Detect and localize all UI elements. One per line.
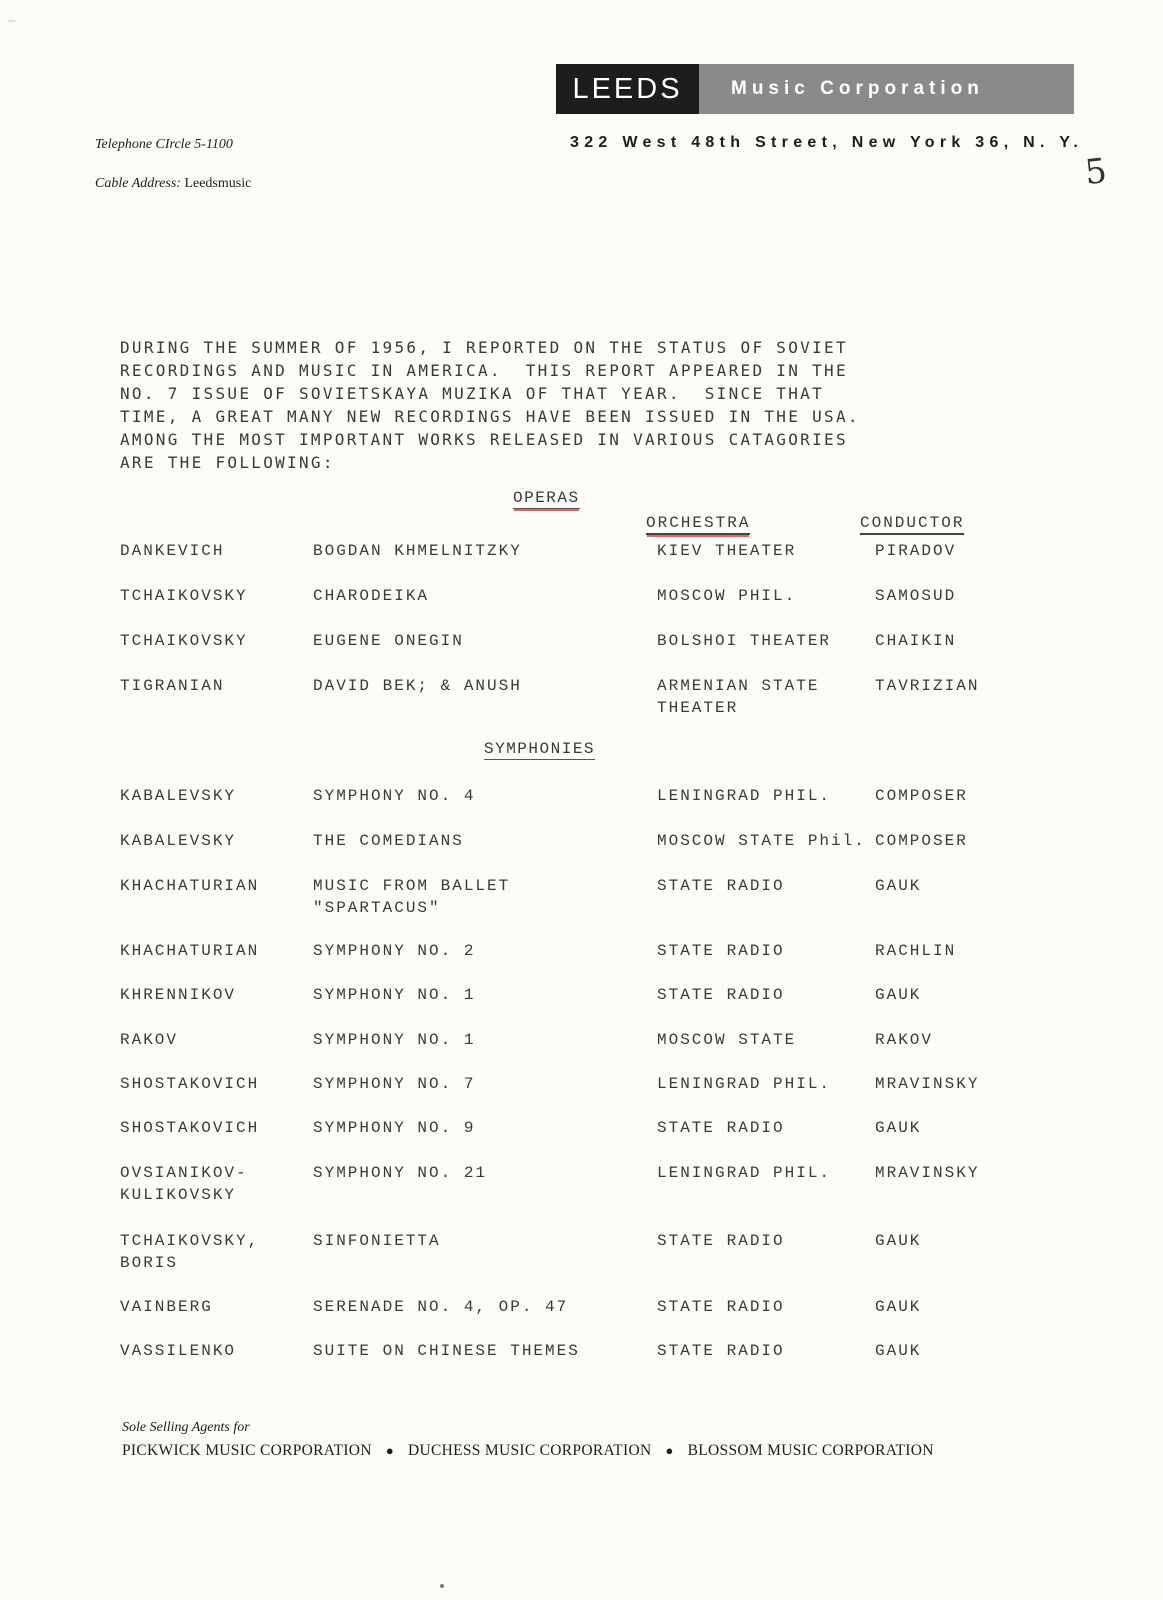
telephone-text: Telephone CIrcle 5-1100: [95, 137, 233, 152]
publisher-duchess: DUCHESS MUSIC CORPORATION: [407, 1442, 652, 1459]
symphonie-row-conductor: MRAVINSKY: [875, 1075, 980, 1093]
symphonie-row-work: MUSIC FROM BALLET "SPARTACUS": [313, 877, 511, 917]
symphonie-row-conductor: GAUK: [875, 1342, 922, 1360]
opera-row-orchestra: KIEV THEATER: [657, 542, 797, 560]
symphonie-row-orchestra: MOSCOW STATE Phil.: [657, 832, 866, 850]
symphonie-row-orchestra: STATE RADIO: [657, 1232, 785, 1250]
symphonie-row-conductor: MRAVINSKY: [875, 1164, 980, 1182]
letterhead-bar: [556, 64, 1074, 114]
symphonie-row-orchestra: STATE RADIO: [657, 877, 785, 895]
intro-paragraph: DURING THE SUMMER OF 1956, I REPORTED ON THE STATUS OF SOVIET RECORDINGS AND MUSIC IN AMERICA. THIS REPORT APPEARED IN THE NO. 7 ISSUE OF SOVIETSKAYA MUZIKA OF THAT YEAR. SINCE THAT TIME, A GREAT MANY NEW RECORDINGS HAVE BEEN ISSUED IN THE USA. AMONG THE MOST IMPORTANT WORKS RELEASED IN VARIOUS CATAGORIES ARE THE FOLLOWING:: [120, 338, 860, 472]
symphonie-row-work: SYMPHONY NO. 7: [313, 1075, 476, 1093]
symphonie-row-orchestra: STATE RADIO: [657, 986, 785, 1004]
opera-row-work: BOGDAN KHMELNITZKY: [313, 542, 522, 560]
cable-address: [95, 176, 251, 192]
opera-row-composer: TCHAIKOVSKY: [120, 632, 248, 650]
opera-row-composer: DANKEVICH: [120, 542, 225, 560]
opera-row-conductor: PIRADOV: [875, 542, 957, 560]
cable-label: Cable Address:: [95, 176, 181, 191]
opera-row-composer: TCHAIKOVSKY: [120, 587, 248, 605]
symphonie-row-composer: KHRENNIKOV: [120, 986, 237, 1004]
opera-row-work: EUGENE ONEGIN: [313, 632, 464, 650]
symphonie-row-conductor: COMPOSER: [875, 832, 968, 850]
publishers-list: [122, 1442, 934, 1460]
opera-row-orchestra: ARMENIAN STATE THEATER: [657, 677, 820, 717]
symphonie-row-composer: OVSIANIKOV- KULIKOVSKY: [120, 1164, 248, 1204]
symphonie-row-composer: TCHAIKOVSKY, BORIS: [120, 1232, 260, 1272]
symphonie-row-composer: KHACHATURIAN: [120, 877, 260, 895]
telephone: [95, 137, 233, 153]
symphonie-row-conductor: GAUK: [875, 986, 922, 1004]
opera-row-orchestra: BOLSHOI THEATER: [657, 632, 832, 650]
symphonie-row-composer: VASSILENKO: [120, 1342, 237, 1360]
symphonie-row-work: SERENADE NO. 4, OP. 47: [313, 1298, 569, 1316]
symphonie-row-work: SYMPHONY NO. 1: [313, 986, 476, 1004]
symphonie-row-composer: RAKOV: [120, 1031, 179, 1049]
symphonie-row-work: SINFONIETTA: [313, 1232, 441, 1250]
handwritten-page-mark: 5: [1082, 150, 1109, 194]
symphonie-row-work: SYMPHONY NO. 4: [313, 787, 476, 805]
cable-value: Leedsmusic: [184, 176, 252, 191]
symphonie-row-orchestra: LENINGRAD PHIL.: [657, 1075, 832, 1093]
opera-row-conductor: TAVRIZIAN: [875, 677, 980, 695]
symphonie-row-composer: KABALEVSKY: [120, 787, 237, 805]
corner-mark: —: [8, 14, 16, 28]
symphonie-row-composer: KHACHATURIAN: [120, 942, 260, 960]
symphonie-row-orchestra: LENINGRAD PHIL.: [657, 1164, 832, 1182]
symphonie-row-orchestra: LENINGRAD PHIL.: [657, 787, 832, 805]
opera-row-conductor: SAMOSUD: [875, 587, 957, 605]
symphonie-row-work: THE COMEDIANS: [313, 832, 464, 850]
symphonie-row-orchestra: STATE RADIO: [657, 1342, 785, 1360]
conductor-heading: CONDUCTOR: [860, 514, 964, 535]
symphonie-row-composer: VAINBERG: [120, 1298, 213, 1316]
brand-logo: LEEDS: [556, 64, 699, 114]
orchestra-heading: ORCHESTRA: [646, 514, 750, 535]
opera-row-conductor: CHAIKIN: [875, 632, 957, 650]
symphonie-row-orchestra: STATE RADIO: [657, 1119, 785, 1137]
symphonie-row-orchestra: STATE RADIO: [657, 1298, 785, 1316]
paper-speck: [440, 1584, 444, 1588]
opera-row-orchestra: MOSCOW PHIL.: [657, 587, 797, 605]
symphonies-heading: SYMPHONIES: [484, 740, 596, 758]
publisher-blossom: BLOSSOM MUSIC CORPORATION: [687, 1442, 934, 1459]
symphonie-row-work: SYMPHONY NO. 1: [313, 1031, 476, 1049]
symphonie-row-conductor: GAUK: [875, 877, 922, 895]
brand-subtitle: Music Corporation: [699, 64, 1074, 114]
opera-row-work: DAVID BEK; & ANUSH: [313, 677, 522, 695]
sole-agents-label: Sole Selling Agents for: [122, 1420, 250, 1435]
symphonie-row-work: SYMPHONY NO. 2: [313, 942, 476, 960]
symphonie-row-conductor: GAUK: [875, 1298, 922, 1316]
symphonie-row-composer: KABALEVSKY: [120, 832, 237, 850]
letterhead-address: 322 West 48th Street, New York 36, N. Y.: [570, 134, 1084, 151]
symphonie-row-composer: SHOSTAKOVICH: [120, 1075, 260, 1093]
publisher-pickwick: PICKWICK MUSIC CORPORATION: [122, 1442, 372, 1459]
symphonie-row-orchestra: MOSCOW STATE: [657, 1031, 797, 1049]
symphonie-row-conductor: GAUK: [875, 1232, 922, 1250]
symphonie-row-conductor: RACHLIN: [875, 942, 957, 960]
symphonie-row-work: SYMPHONY NO. 21: [313, 1164, 488, 1182]
symphonie-row-composer: SHOSTAKOVICH: [120, 1119, 260, 1137]
symphonie-row-conductor: GAUK: [875, 1119, 922, 1137]
opera-row-work: CHARODEIKA: [313, 587, 430, 605]
operas-heading: OPERAS: [513, 489, 580, 507]
bullet-icon: ●: [665, 1443, 674, 1458]
symphonie-row-work: SYMPHONY NO. 9: [313, 1119, 476, 1137]
symphonie-row-work: SUITE ON CHINESE THEMES: [313, 1342, 580, 1360]
bullet-icon: ●: [385, 1443, 394, 1458]
symphonie-row-conductor: COMPOSER: [875, 787, 968, 805]
symphonie-row-conductor: RAKOV: [875, 1031, 934, 1049]
symphonie-row-orchestra: STATE RADIO: [657, 942, 785, 960]
opera-row-composer: TIGRANIAN: [120, 677, 225, 695]
